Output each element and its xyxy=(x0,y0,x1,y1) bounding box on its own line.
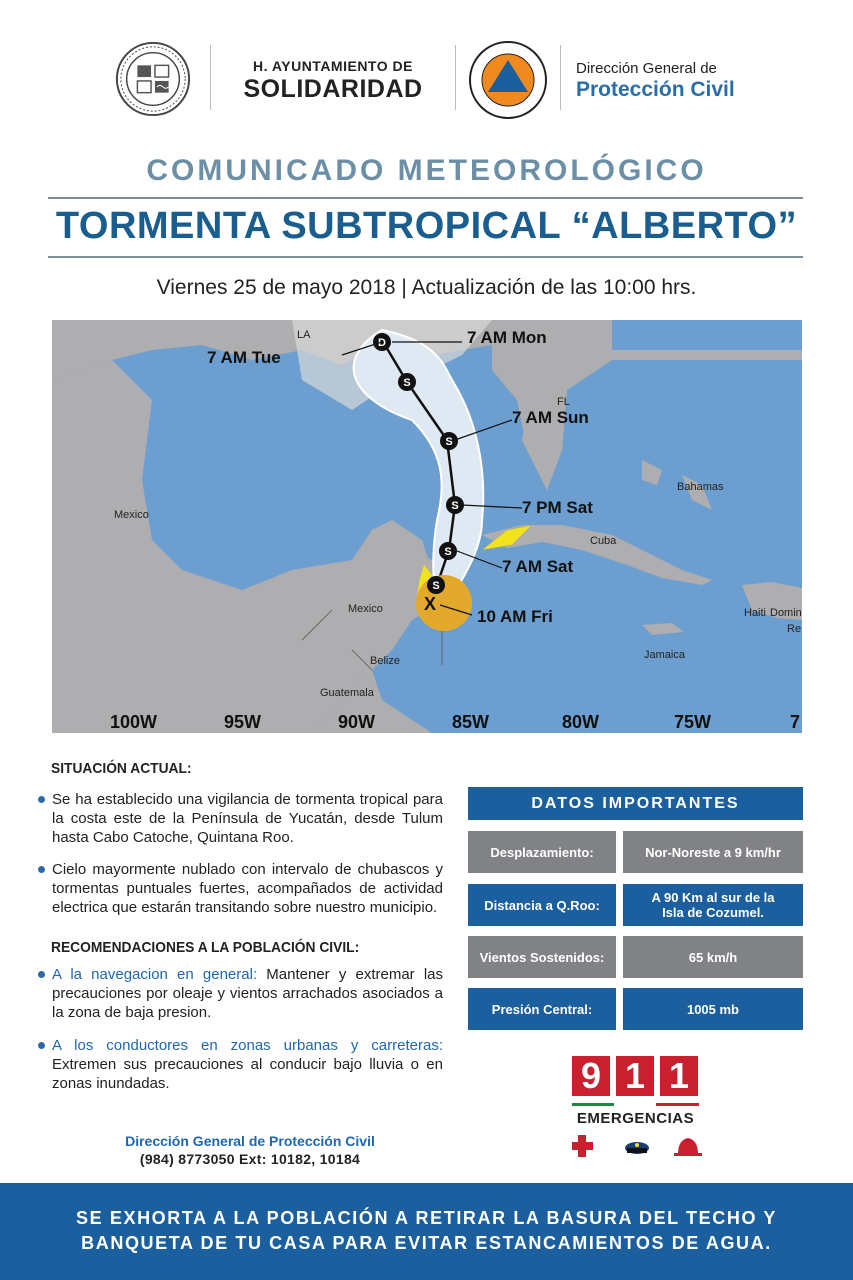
emergency-digit: 1 xyxy=(616,1056,654,1096)
situacion-item xyxy=(38,790,443,847)
recomendacion-text: Extremen sus precauciones al conducir bajo lluvia o en zonas inundadas. xyxy=(52,1056,443,1092)
forecast-label: 7 PM Sat xyxy=(522,498,593,517)
emergency-digit: 9 xyxy=(572,1056,610,1096)
track-point-s xyxy=(439,542,457,560)
forecast-label: 7 AM Sat xyxy=(502,557,574,576)
track-point-s xyxy=(446,496,464,514)
datos-value: A 90 Km al sur de la Isla de Cozumel. xyxy=(623,884,803,926)
datos-row xyxy=(468,831,803,873)
datos-row xyxy=(468,988,803,1030)
place-label: Re xyxy=(787,623,802,635)
recomendacion-item xyxy=(38,965,443,1022)
page-title: TORMENTA SUBTROPICAL “ALBERTO” xyxy=(55,205,798,247)
current-position-marker: X xyxy=(423,594,437,614)
longitude-label: 95W xyxy=(224,712,262,732)
place-label: Haiti xyxy=(744,607,767,619)
contact-name: Dirección General de Protección Civil xyxy=(125,1133,375,1149)
emergency-911-logo xyxy=(568,1056,703,1161)
marker-label-s: S xyxy=(444,546,452,558)
marker-label-s: S xyxy=(403,377,411,389)
situacion-text: Se ha establecido una vigilancia de tormenta tropical para la costa este de la Península de Yucatán, desde Tulum hasta Cabo Catoche, Quintana Roo. xyxy=(52,791,443,846)
situacion-heading: SITUACIÓN ACTUAL: xyxy=(51,760,192,777)
datos-row xyxy=(468,884,803,926)
bullet-dot-icon xyxy=(38,971,45,978)
footer-banner xyxy=(0,1183,853,1280)
longitude-label: 75W xyxy=(674,712,712,732)
pc-line2: Protección Civil xyxy=(576,78,735,101)
track-point-s xyxy=(398,373,416,391)
datos-value: 65 km/h xyxy=(623,936,803,978)
emergency-digit: 1 xyxy=(660,1056,698,1096)
datos-label: Vientos Sostenidos: xyxy=(468,936,616,978)
recomendacion-item xyxy=(38,1036,443,1093)
datos-value: 1005 mb xyxy=(623,988,803,1030)
place-label: Mexico xyxy=(348,603,383,615)
subtitle: COMUNICADO METEOROLÓGICO xyxy=(146,154,707,187)
track-point-s xyxy=(440,432,458,450)
place-label: Guatemala xyxy=(320,687,374,699)
datos-row xyxy=(468,936,803,978)
datos-label: Presión Central: xyxy=(468,988,616,1030)
recomendacion-lead: A los conductores en zonas urbanas y carreteras: xyxy=(52,1037,443,1054)
footer-line1: SE EXHORTA A LA POBLACIÓN A RETIRAR LA BASURA DEL TECHO Y xyxy=(76,1208,777,1228)
place-label: Jamaica xyxy=(644,649,685,661)
longitude-label: 100W xyxy=(110,712,158,732)
ayuntamiento-name xyxy=(228,58,438,104)
longitude-label: 7 xyxy=(790,712,801,732)
forecast-label: 7 AM Tue xyxy=(207,348,281,367)
contact-block xyxy=(105,1133,395,1167)
date-line: Viernes 25 de mayo 2018 | Actualización de las 10:00 hrs. xyxy=(156,276,697,299)
place-label: LA xyxy=(297,329,311,341)
recomendaciones-heading: RECOMENDACIONES A LA POBLACIÓN CIVIL: xyxy=(51,939,360,956)
recomendacion-text: Mantener y extremar las precauciones por oleaje y vientos arrachados asociados a la zona de baja presion. xyxy=(52,966,443,1021)
place-label: FL xyxy=(557,396,570,408)
longitude-label: 90W xyxy=(338,712,376,732)
forecast-label: 7 AM Sun xyxy=(512,408,589,427)
firefighter-helmet-icon xyxy=(674,1138,702,1156)
emergency-icons xyxy=(572,1132,702,1158)
tricolor-bar xyxy=(572,1103,699,1106)
situacion-item xyxy=(38,860,443,917)
marker-label-d: D xyxy=(378,337,386,349)
emergency-label: EMERGENCIAS xyxy=(576,1110,695,1127)
longitude-label: 85W xyxy=(452,712,490,732)
footer-line2: BANQUETA DE TU CASA PARA EVITAR ESTANCAMIENTOS DE AGUA. xyxy=(81,1233,772,1253)
marker-label-s: S xyxy=(445,436,453,448)
datos-label: Distancia a Q.Roo: xyxy=(468,884,616,926)
divider xyxy=(210,45,211,110)
divider-line xyxy=(48,197,803,199)
place-label: Mexico xyxy=(114,509,149,521)
red-cross-icon xyxy=(572,1135,593,1157)
divider-line xyxy=(48,256,803,258)
situacion-text: Cielo mayormente nublado con intervalo de chubascos y tormentas puntuales fuertes, acompañados de actividad electrica que estarán transitando sobre nuestro municipio. xyxy=(52,861,443,916)
municipal-seal-icon xyxy=(114,40,192,118)
proteccion-civil-logo-icon xyxy=(468,40,548,120)
bullet-dot-icon xyxy=(38,796,45,803)
forecast-track-map xyxy=(52,320,802,733)
divider xyxy=(455,45,456,110)
police-cap-icon xyxy=(625,1142,649,1154)
contact-phone: (984) 8773050 Ext: 10182, 10184 xyxy=(139,1151,361,1167)
marker-label-s: S xyxy=(432,580,440,592)
datos-label: Desplazamiento: xyxy=(468,831,616,873)
proteccion-civil-name xyxy=(576,60,735,102)
place-label: Domin xyxy=(770,607,802,619)
pc-line1: Dirección General de xyxy=(576,60,717,77)
header xyxy=(0,30,853,125)
marker-label-s: S xyxy=(451,500,459,512)
track-point-s xyxy=(427,576,445,594)
ayuntamiento-line2: SOLIDARIDAD xyxy=(243,75,423,103)
datos-value: Nor-Noreste a 9 km/hr xyxy=(623,831,803,873)
forecast-label: 7 AM Mon xyxy=(467,328,547,347)
ayuntamiento-line1: H. AYUNTAMIENTO DE xyxy=(253,58,413,74)
longitude-label: 80W xyxy=(562,712,600,732)
place-label: Bahamas xyxy=(677,481,724,493)
place-label: Cuba xyxy=(590,535,617,547)
recomendacion-lead: A la navegacion en general: xyxy=(52,966,258,983)
divider xyxy=(560,45,561,110)
bullet-dot-icon xyxy=(38,866,45,873)
datos-heading: DATOS IMPORTANTES xyxy=(468,787,803,820)
forecast-label: 10 AM Fri xyxy=(477,607,553,626)
left-column xyxy=(38,760,443,1093)
bullet-dot-icon xyxy=(38,1042,45,1049)
place-label: Belize xyxy=(370,655,400,667)
